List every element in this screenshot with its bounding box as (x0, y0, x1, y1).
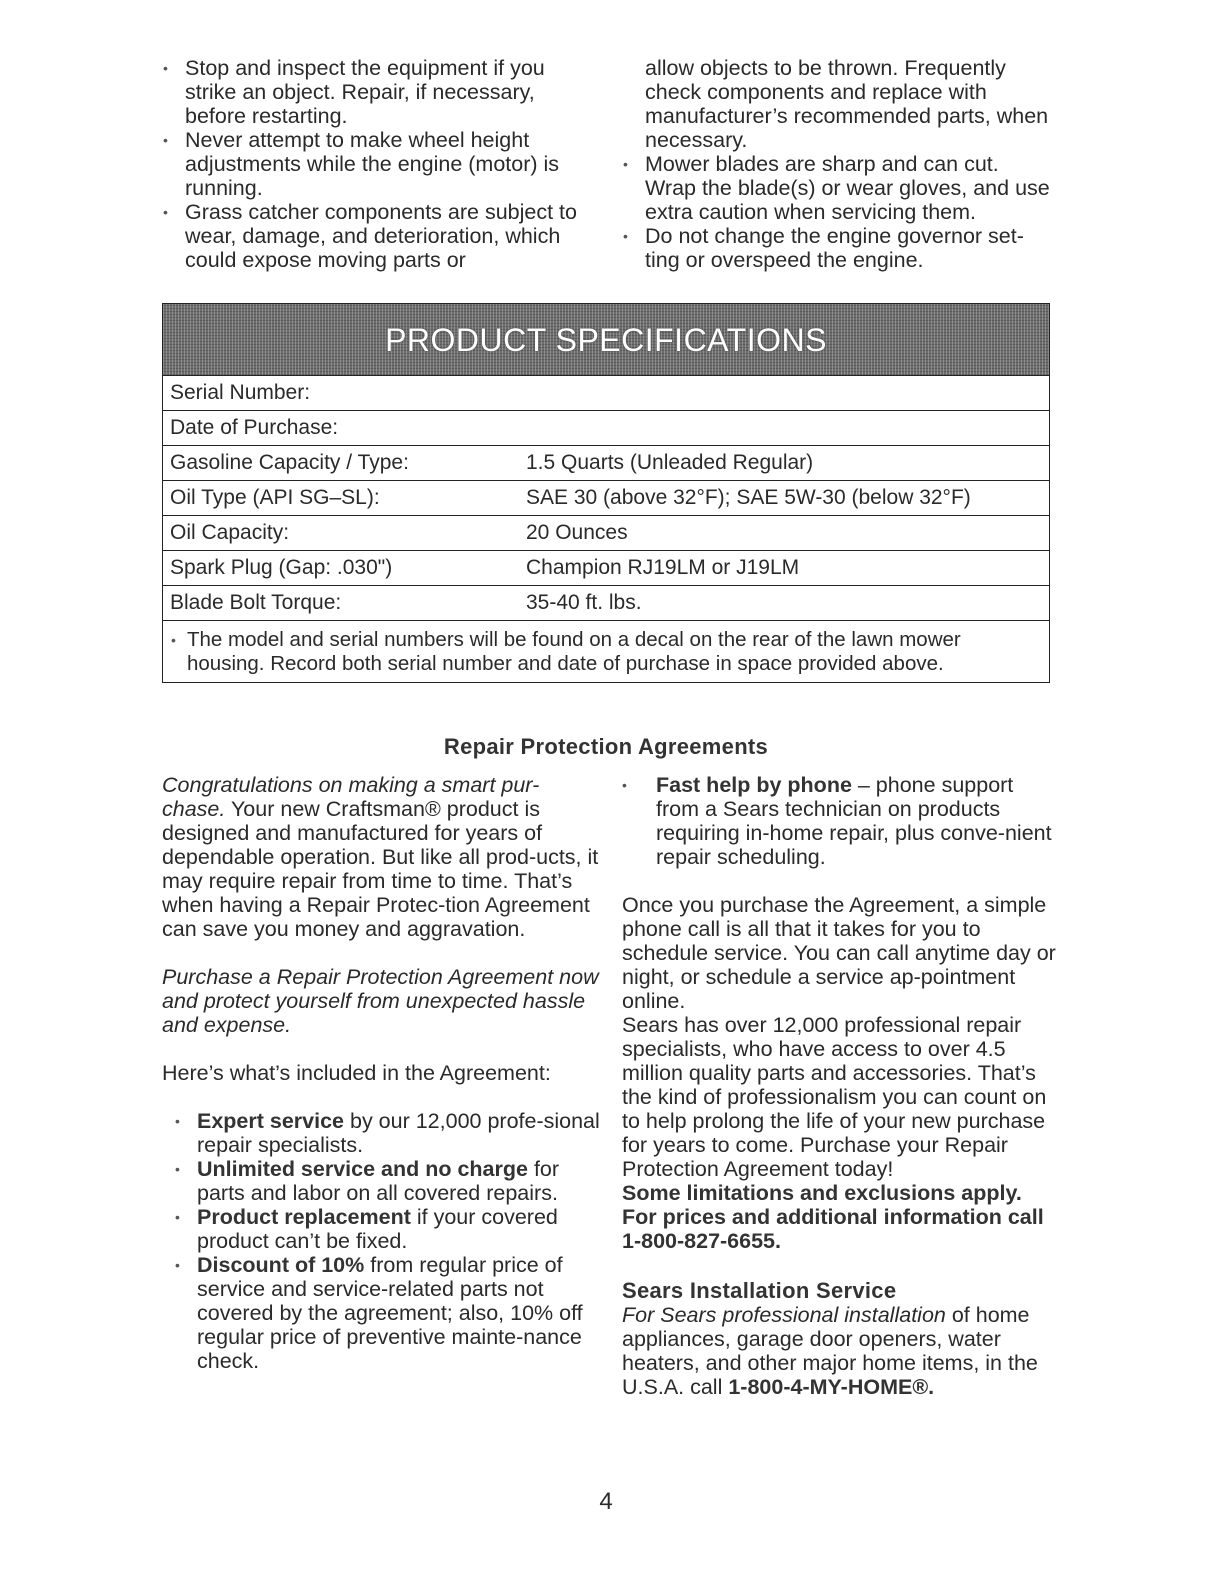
top-left-column (163, 56, 593, 272)
safety-list-left (163, 56, 593, 272)
continued-text: allow objects to be thrown. Frequently check components and replace with manufacturer’s recommended parts, when necessary. (645, 56, 1049, 152)
list-item: • Mower blades are sharp and can cut. Wrap the blade(s) or wear gloves, and use extra caution when servicing them. (623, 152, 1053, 224)
spec-label: Serial Number: (170, 381, 311, 404)
safety-list-right (623, 152, 1053, 272)
benefit-title: Expert service (197, 1109, 345, 1133)
spec-value: SAE 30 (above 32°F); SAE 5W-30 (below 32°F) (526, 486, 971, 509)
intro-italic: Congratulations on making a smart pur-chase. (162, 773, 540, 821)
spec-label: Date of Purchase: (170, 416, 339, 439)
spec-value: Champion RJ19LM or J19LM (526, 556, 800, 579)
spec-row-blade-bolt-torque (163, 585, 1049, 620)
spec-label: Gasoline Capacity / Type: (170, 451, 409, 474)
benefit-text: if your covered product can’t be fixed. (197, 1205, 558, 1253)
installation-phone: 1-800-4-MY-HOME®. (728, 1375, 935, 1399)
limitations-bold: Some limitations and exclusions apply. For prices and additional information call 1-800-827-6655. (622, 1181, 1044, 1253)
installation-paragraph (622, 1303, 1062, 1399)
spec-value: 35-40 ft. lbs. (526, 591, 642, 614)
list-item: • Do not change the engine governor set-ting or overspeed the engine. (623, 224, 1053, 272)
list-item (622, 773, 1062, 869)
spec-row-oil-type (163, 480, 1049, 515)
spec-label: Oil Capacity: (170, 521, 290, 544)
benefit-title: Fast help by phone (656, 773, 852, 797)
repair-protection-heading: Repair Protection Agreements (443, 734, 769, 759)
installation-heading: Sears Installation Service (622, 1278, 897, 1303)
benefit-title: Product replacement (197, 1205, 411, 1229)
installation-text: of home appliances, garage door openers, water heaters, and other major home items, in the U.S.A. call (622, 1303, 1038, 1399)
spec-row-oil-capacity (163, 515, 1049, 550)
list-item (175, 1157, 602, 1205)
spec-label: Oil Type (API SG–SL): (170, 486, 380, 509)
page-number: 4 (599, 1488, 613, 1515)
benefit-text: from regular price of service and service-related parts not covered by the agreement; also, 10% off regular price of preventive mainte-nance check. (197, 1253, 583, 1373)
benefit-text: – phone support from a Sears technician on products requiring in-home repair, plus conve-nient repair scheduling. (656, 773, 1052, 869)
spec-label: Blade Bolt Torque: (170, 591, 342, 614)
limitations-paragraph (622, 1181, 1062, 1253)
list-item (175, 1253, 602, 1373)
list-item (175, 1109, 602, 1157)
rpa-left-column (162, 773, 602, 1373)
product-specifications-table (162, 303, 1050, 683)
spec-row-gasoline (163, 445, 1049, 480)
benefits-list (162, 1109, 602, 1373)
list-item (175, 1205, 602, 1253)
purchase-paragraph: Purchase a Repair Protection Agreement now and protect yourself from unexpected hassle and expense. (162, 965, 599, 1037)
spec-value: 20 Ounces (526, 521, 628, 544)
installation-italic: For Sears professional installation (622, 1303, 946, 1327)
list-item: • Grass catcher components are subject to wear, damage, and deterioration, which could expose moving parts or (163, 200, 593, 272)
spec-header-banner (163, 304, 1049, 375)
intro-paragraph (162, 773, 602, 941)
once-paragraph: Once you purchase the Agreement, a simple phone call is all that it takes for you to schedule service. You can call anytime day or night, or schedule a service ap-pointment online. (622, 893, 1056, 1013)
benefits-list-continued (622, 773, 1062, 869)
top-right-column (623, 56, 1053, 272)
spec-note (163, 620, 1049, 682)
list-item: • Never attempt to make wheel height adjustments while the engine (motor) is running. (163, 128, 593, 200)
spec-note-text: The model and serial numbers will be found on a decal on the rear of the lawn mower housing. Record both serial number and date of purchase in space provided above. (187, 628, 961, 675)
included-intro: Here’s what’s included in the Agreement: (162, 1061, 551, 1085)
benefit-title: Discount of 10% (197, 1253, 365, 1277)
sears-paragraph: Sears has over 12,000 professional repair specialists, who have access to over 4.5 million quality parts and accessories. That’s the kind of professionalism you can count on to help prolong the life of your new purchase for years to come. Purchase your Repair Protection Agreement today! (622, 1013, 1047, 1181)
spec-row-spark-plug (163, 550, 1049, 585)
intro-text: Your new Craftsman® product is designed and manufactured for years of dependable operation. But like all prod-ucts, it may require repair from time to time. That’s when having a Repair Protec-tion Agreement can save you money and aggravation. (162, 797, 599, 941)
spec-label: Spark Plug (Gap: .030") (170, 556, 393, 579)
bullet-icon: • (171, 632, 176, 648)
benefit-text: for parts and labor on all covered repairs. (197, 1157, 560, 1205)
list-item: • Stop and inspect the equipment if you strike an object. Repair, if necessary, before restarting. (163, 56, 593, 128)
spec-value: 1.5 Quarts (Unleaded Regular) (526, 451, 814, 474)
spec-title: PRODUCT SPECIFICATIONS (385, 322, 827, 358)
spec-row-date-of-purchase (163, 410, 1049, 445)
rpa-right-column (622, 773, 1062, 1399)
benefit-text: by our 12,000 profe-sional repair specialists. (197, 1109, 600, 1157)
spec-row-serial-number (163, 375, 1049, 410)
benefit-title: Unlimited service and no charge (197, 1157, 528, 1181)
